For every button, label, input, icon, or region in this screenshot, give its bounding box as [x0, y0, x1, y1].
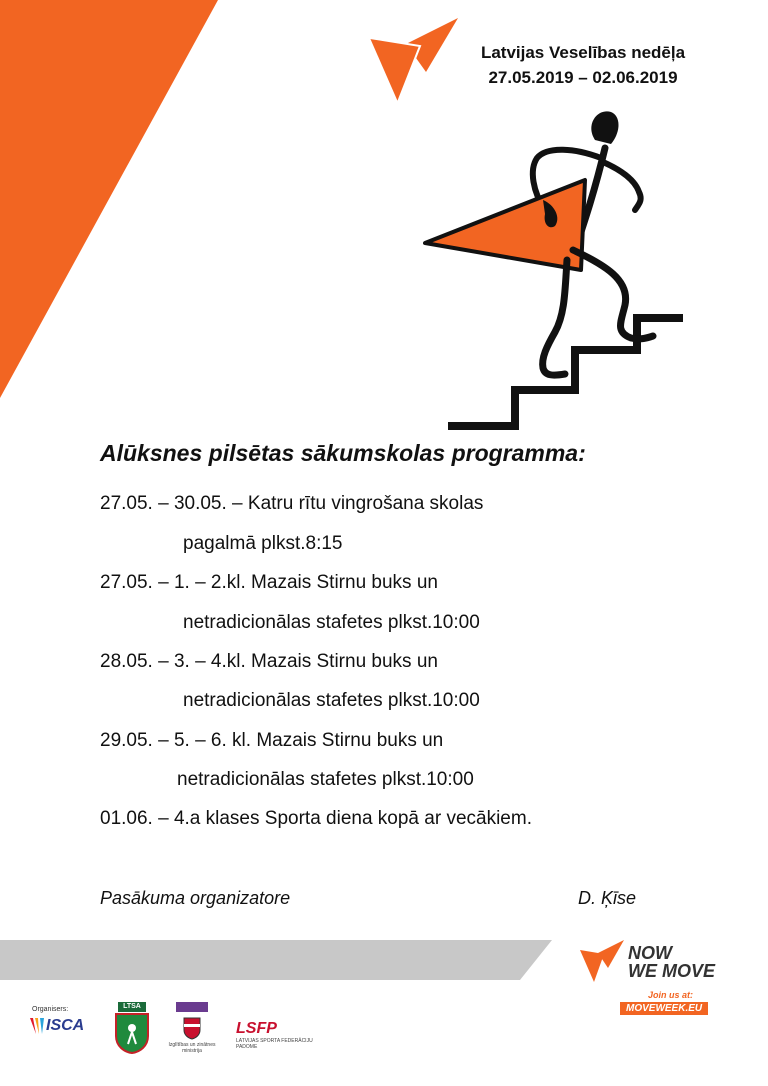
brand-line-now: NOW	[628, 943, 672, 963]
program-line: 27.05. – 1. – 2.kl. Mazais Stirnu buks un	[100, 572, 438, 593]
coat-of-arms-icon	[180, 1016, 204, 1040]
ministry-caption-line-2: ministrija	[182, 1048, 202, 1054]
program-line: netradicionālas stafetes plkst.10:00	[183, 690, 480, 711]
lsfp-logo	[236, 1020, 316, 1050]
footer-band	[0, 940, 560, 986]
stick-figure-icon	[425, 111, 653, 375]
organisers-label: Organisers:	[32, 1006, 69, 1013]
isca-mark-icon	[30, 1018, 44, 1034]
program-line: 29.05. – 5. – 6. kl. Mazais Stirnu buks un	[100, 730, 444, 751]
ltsa-text: LTSA	[118, 1002, 146, 1012]
program-line: 27.05. – 30.05. – Katru rītu vingrošana skolas	[100, 493, 484, 514]
ministry-logo	[170, 1002, 214, 1062]
brand-line-we-move: WE MOVE	[628, 961, 716, 981]
program-line: pagalmā plkst.8:15	[183, 533, 343, 554]
ministry-caption	[166, 1042, 218, 1054]
ministry-caption-line-1: Izglītības un zinātnes	[168, 1042, 216, 1048]
event-dates: 27.05.2019 – 02.06.2019	[488, 68, 678, 87]
ltsa-logo	[112, 1002, 152, 1054]
brand-text	[628, 944, 715, 980]
ministry-bar	[176, 1002, 208, 1012]
organizer-name: D. Ķīse	[578, 888, 637, 908]
orange-corner-shape	[0, 0, 220, 400]
program-line: netradicionālas stafetes plkst.10:00	[183, 612, 480, 633]
organizer-role: Pasākuma organizatore	[100, 888, 291, 908]
join-text: Join us at:	[648, 990, 694, 1000]
now-we-move-logo-icon	[578, 938, 626, 986]
program-heading: Alūksnes pilsētas sākumskolas programma:	[100, 440, 586, 466]
isca-text: ISCA	[46, 1017, 85, 1034]
lsfp-text: LSFP	[236, 1020, 277, 1037]
program-line: 01.06. – 4.a klases Sporta diena kopā ar vecākiem.	[100, 808, 532, 829]
event-title: Latvijas Veselības nedēļa	[480, 43, 686, 62]
program-line: 28.05. – 3. – 4.kl. Mazais Stirnu buks un	[100, 651, 438, 672]
stick-figure-illustration	[415, 100, 695, 430]
isca-logo	[30, 1016, 100, 1038]
event-header	[438, 40, 728, 90]
program-line: netradicionālas stafetes plkst.10:00	[177, 769, 474, 790]
moveweek-url[interactable]: MOVEWEEK.EU	[620, 1002, 708, 1015]
lsfp-caption: LATVIJAS SPORTA FEDERĀCIJU PADOME	[236, 1038, 313, 1050]
ltsa-shield-icon	[112, 1012, 152, 1054]
